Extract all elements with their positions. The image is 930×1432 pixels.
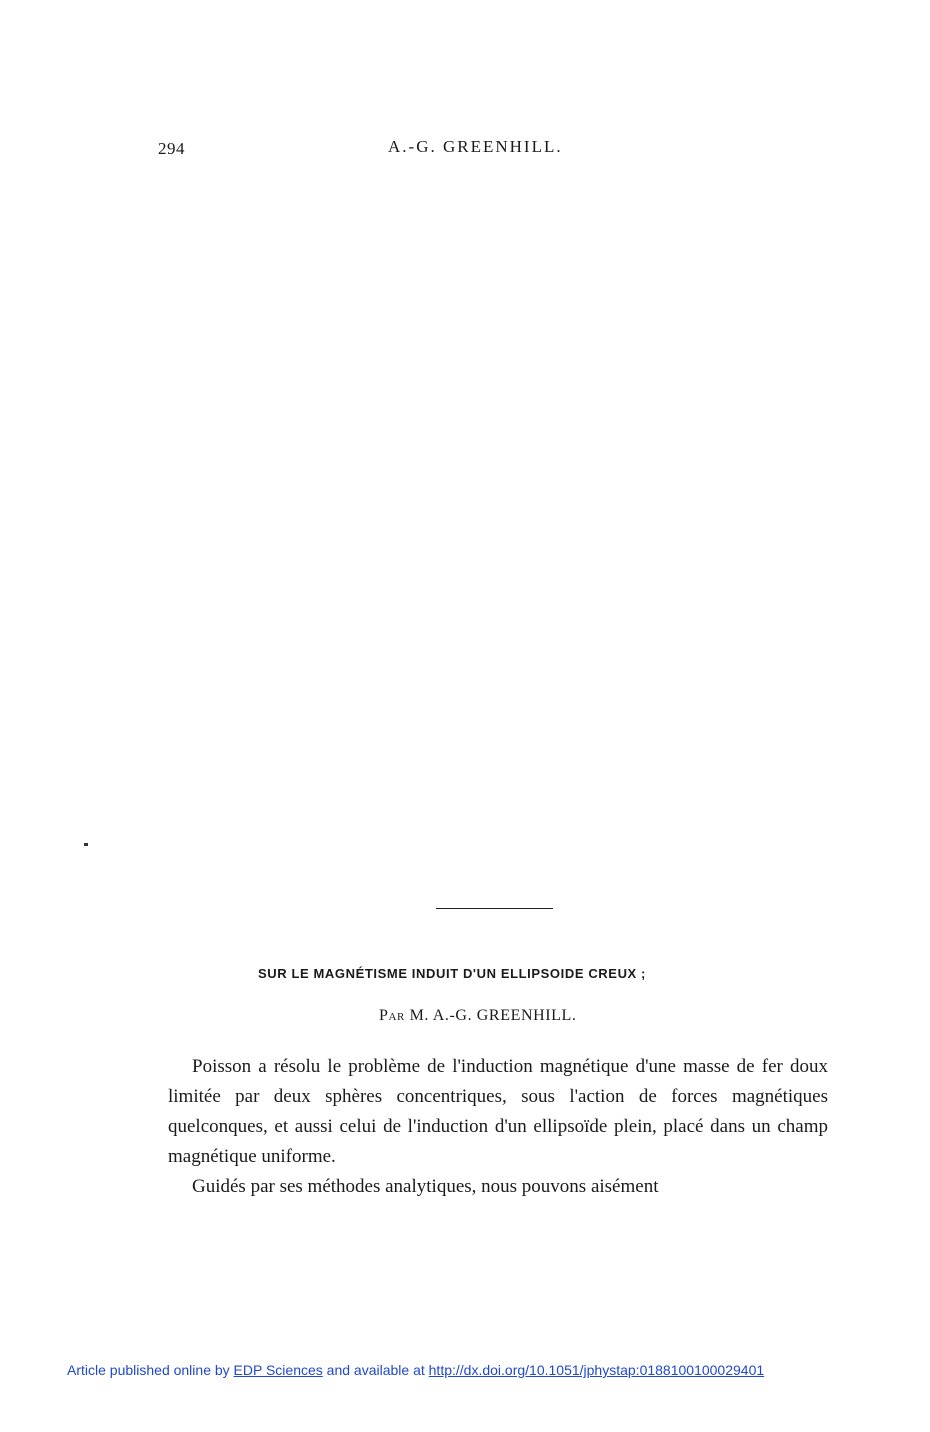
section-divider [436, 908, 553, 909]
footer-text-before: Article published online by [67, 1362, 230, 1378]
stray-mark [84, 843, 88, 846]
article-title: SUR LE MAGNÉTISME INDUIT D'UN ELLIPSOIDE CREUX ; [258, 966, 646, 981]
running-head: A.-G. GREENHILL. [388, 137, 563, 156]
author-prefix: Par [379, 1007, 405, 1024]
article-author [379, 1007, 577, 1025]
publication-footer [67, 1362, 764, 1378]
page-number: 294 [158, 139, 185, 158]
doi-link[interactable]: http://dx.doi.org/10.1051/jphystap:0188100100029401 [428, 1362, 765, 1378]
paragraph: Guidés par ses méthodes analytiques, nous pouvons aisément [192, 1176, 659, 1197]
paragraph: Poisson a résolu le problème de l'induction magnétique d'une masse de fer doux limitée par deux sphères concentriques, sous l'action de forces magnétiques quelconques, et aussi celui de l'induction d'un ellipsoïde plein, placé dans un champ magnétique uniforme. [168, 1056, 828, 1167]
publisher-link[interactable]: EDP Sciences [233, 1362, 323, 1378]
footer-text-middle: and available at [326, 1362, 425, 1378]
author-name: M. A.-G. GREENHILL. [409, 1007, 577, 1024]
article-body [168, 1052, 828, 1202]
